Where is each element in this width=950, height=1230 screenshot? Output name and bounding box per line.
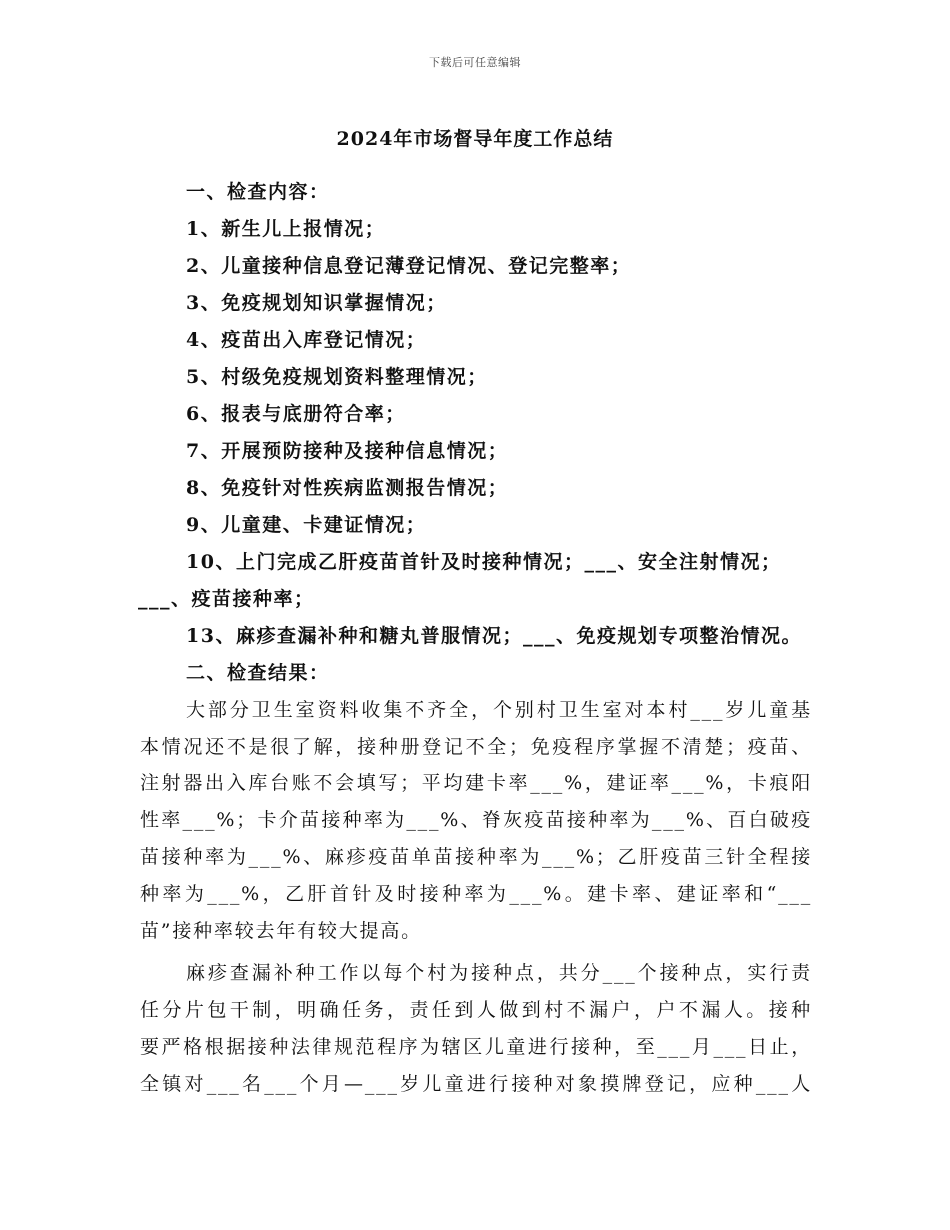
list-item-10-line1: 10、上门完成乙肝疫苗首针及时接种情况；___、安全注射情况； bbox=[186, 551, 782, 573]
section-heading-inspection-results: 二、检查结果： bbox=[186, 662, 330, 684]
list-item: 7、开展预防接种及接种信息情况； bbox=[186, 440, 509, 462]
list-item: 1、新生儿上报情况； bbox=[186, 218, 386, 240]
paragraph-line: 要严格根据接种法律规范程序为辖区儿童进行接种，至___月___日止， bbox=[140, 1036, 812, 1058]
list-item: 9、儿童建、卡建证情况； bbox=[186, 514, 427, 536]
list-item: 2、儿童接种信息登记薄登记情况、登记完整率； bbox=[186, 255, 632, 277]
list-item: 3、免疫规划知识掌握情况； bbox=[186, 292, 447, 314]
list-item: 4、疫苗出入库登记情况； bbox=[186, 329, 427, 351]
header-note: 下载后可任意编辑 bbox=[429, 56, 521, 69]
paragraph-line: 全镇对___名___个月—___岁儿童进行接种对象摸牌登记，应种___人 bbox=[140, 1073, 812, 1095]
list-item-10-line2: ___、疫苗接种率； bbox=[138, 588, 315, 610]
document-title: 2024年市场督导年度工作总结 bbox=[336, 128, 614, 150]
paragraph-line: 性率___%；卡介苗接种率为___%、脊灰疫苗接种率为___%、百白破疫 bbox=[140, 809, 812, 831]
paragraph-line: 大部分卫生室资料收集不齐全，个别村卫生室对本村___岁儿童基 bbox=[186, 699, 812, 721]
list-item: 6、报表与底册符合率； bbox=[186, 403, 406, 425]
paragraph-line: 苗接种率为___%、麻疹疫苗单苗接种率为___%；乙肝疫苗三针全程接 bbox=[140, 846, 812, 868]
paragraph-line: 本情况还不是很了解，接种册登记不全；免疫程序掌握不清楚；疫苗、 bbox=[140, 736, 812, 758]
paragraph-line: 注射器出入库台账不会填写；平均建卡率___%，建证率___%，卡痕阳 bbox=[140, 772, 812, 794]
paragraph-line: 任分片包干制，明确任务，责任到人做到村不漏户，户不漏人。接种 bbox=[140, 999, 812, 1021]
paragraph-line: 种率为___%，乙肝首针及时接种率为___%。建卡率、建证率和“___ bbox=[140, 883, 812, 905]
paragraph-line: 麻疹查漏补种工作以每个村为接种点，共分___个接种点，实行责 bbox=[186, 962, 812, 984]
section-heading-inspection-content: 一、检查内容： bbox=[186, 181, 330, 203]
list-item: 8、免疫针对性疾病监测报告情况； bbox=[186, 477, 509, 499]
list-item-13: 13、麻疹查漏补种和糖丸普服情况；___、免疫规划专项整治情况。 bbox=[186, 625, 802, 647]
paragraph-line: 苗”接种率较去年有较大提高。 bbox=[140, 920, 422, 942]
list-item: 5、村级免疫规划资料整理情况； bbox=[186, 366, 488, 388]
